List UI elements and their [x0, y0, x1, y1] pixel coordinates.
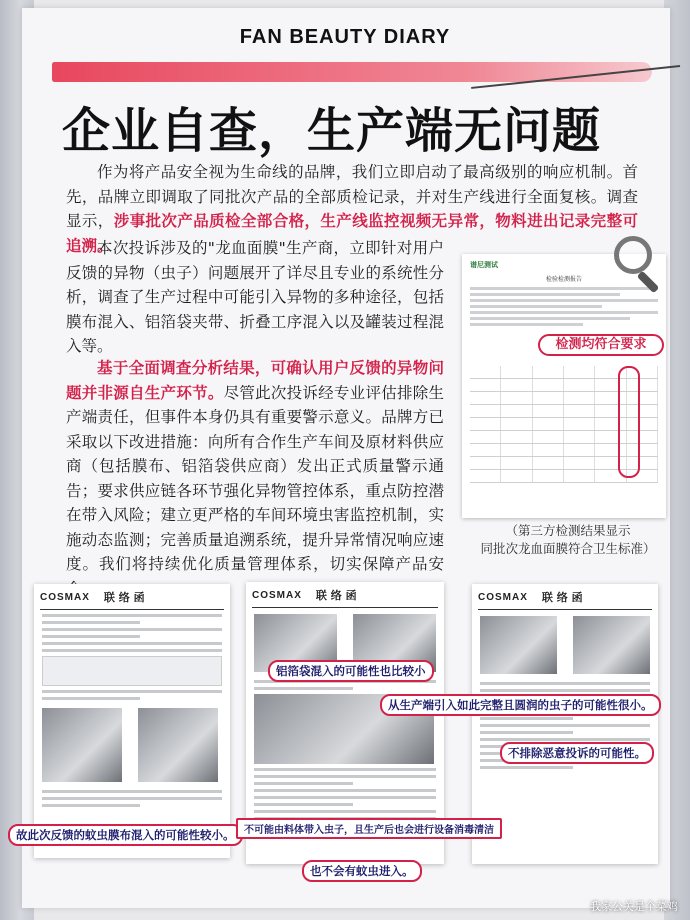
paragraph-2: 本次投诉涉及的"龙血面膜"生产商，立即针对用户反馈的异物（虫子）问题展开了详尽且专业的系统性分析，调查了生产过程中可能引入异物的多种途径，包括膜布混入、铝箔袋夹带、折叠工序混入以及罐装过程混入等。 [66, 239, 444, 355]
factory-photo [480, 616, 557, 674]
cosmax-logo: COSMAX [252, 589, 302, 601]
paragraph-3-highlight: 基于全面调查分析结果，可确认用户反馈的异物问题并非源自生产环节。 [66, 359, 444, 402]
annotation-1: 故此次反馈的蚊虫膜布混入的可能性较小。 [8, 824, 243, 846]
annotation-6: 也不会有蚊虫进入。 [302, 860, 422, 882]
page-headline: 企业自查，生产端无问题 [62, 103, 602, 159]
pass-column-highlight [618, 366, 640, 478]
paragraph-1-highlight: 涉事批次产品质检全部合格，生产线监控视频无异常，物料进出记录完整可追溯。 [66, 212, 638, 255]
annotation-3: 从生产端引入如此完整且圆润的虫子的可能性很小。 [380, 694, 661, 716]
mask-photo [138, 708, 218, 782]
liaison-letter-1 [34, 584, 230, 858]
letter-title: 联 络 函 [541, 591, 583, 604]
letter-title: 联 络 函 [103, 591, 145, 604]
caption-line-1: （第三方检测结果显示 [505, 523, 631, 538]
factory-photo [573, 616, 650, 674]
annotation-2: 铝箔袋混入的可能性也比较小 [268, 660, 434, 682]
annotation-4: 不排除恶意投诉的可能性。 [500, 742, 654, 764]
magnifier-icon [614, 236, 652, 274]
watermark: 我家公关是个菜鸡 [590, 900, 678, 913]
report-logo: 谱尼测试 [470, 261, 498, 269]
cosmax-logo: COSMAX [478, 591, 528, 603]
letter-title: 联 络 函 [315, 589, 357, 602]
report-badge: 检测均符合要求 [538, 334, 664, 356]
report-caption [462, 522, 674, 558]
brand-title: FAN BEAUTY DIARY [239, 26, 451, 48]
paragraph-1-text: 作为将产品安全视为生命线的品牌，我们立即启动了最高级别的响应机制。首先，品牌立即调取了同批次产品的全部质检记录，并对生产线进行全面复核。调查显示， [66, 163, 638, 230]
annotation-5: 不可能由料体带入虫子，且生产后也会进行设备消毒清洁 [236, 818, 502, 839]
mask-photo [42, 708, 122, 782]
report-title: 检验检测报告 [545, 276, 582, 283]
paragraph-3 [66, 356, 444, 601]
caption-line-2: 同批次龙血面膜符合卫生标准） [480, 541, 656, 556]
cosmax-logo: COSMAX [40, 591, 90, 603]
paragraph-3-text: 尽管此次投诉经专业评估排除生产端责任，但事件本身仍具有重要警示意义。品牌方已采取以下改进措施：向所有合作生产车间及原材料供应商（包括膜布、铝箔袋供应商）发出正式质量警示通告；要求供应链各环节强化异物管控体系，重点防控潜在带入风险；建立更严格的车间环境虫害监控机制，实施动态监测；完善质量追溯系统，提升异常情况响应速度。我们将持续优化质量管理体系，切实保障产品安 [66, 383, 444, 573]
